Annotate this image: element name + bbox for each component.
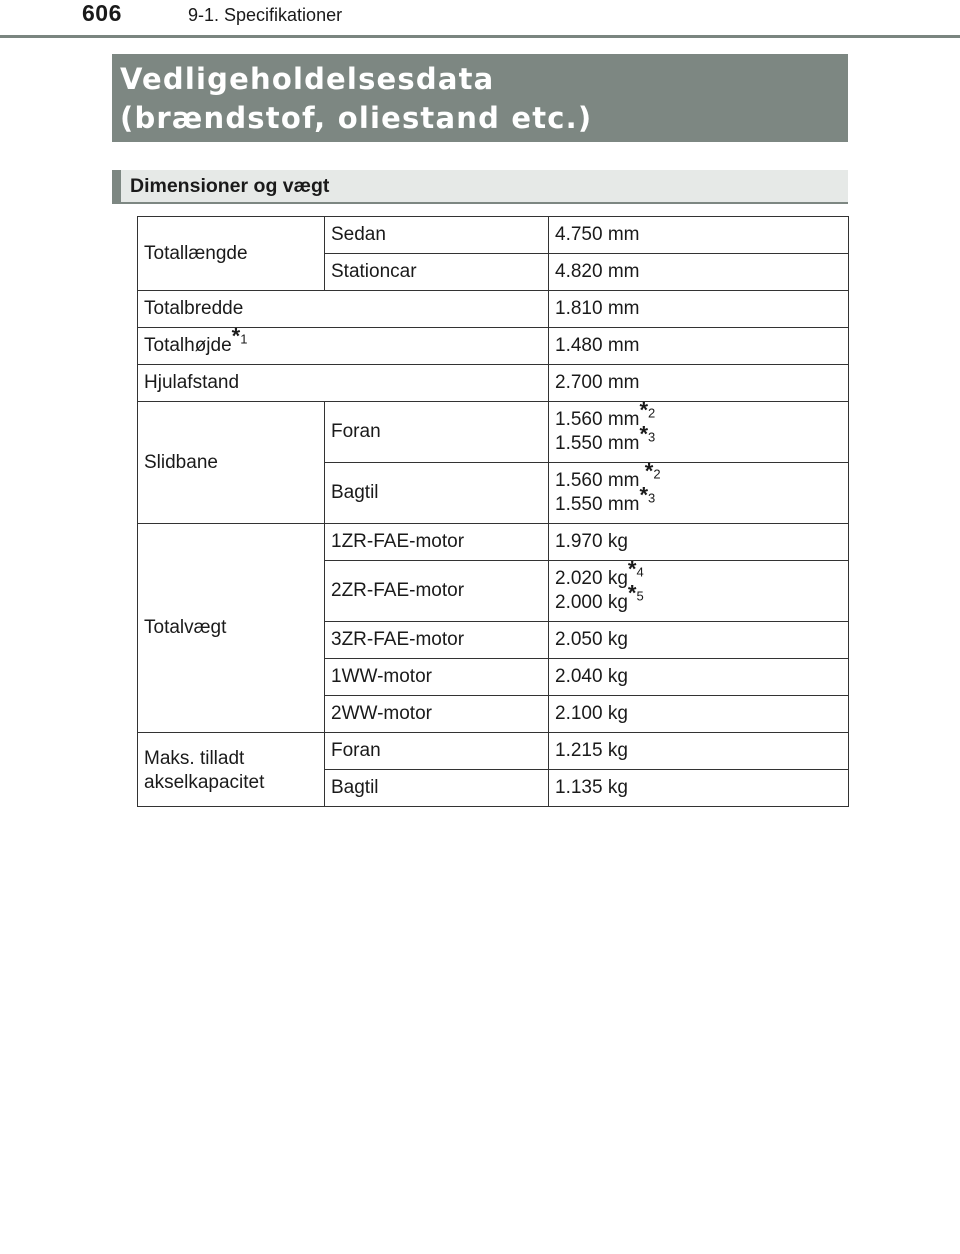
table-row [138, 733, 849, 770]
overall-height-label: Totalhøjde [144, 335, 232, 356]
gross-weight-label: Totalvægt [138, 524, 325, 733]
overall-width-label: Totalbredde [138, 291, 549, 328]
engine-label: 1WW-motor [325, 659, 549, 696]
axle-capacity-label-line-2: akselkapacitet [144, 772, 265, 793]
section-title-line-1: Vedligeholdelsesdata [120, 62, 495, 96]
footnote-number: 4 [636, 564, 644, 580]
tread-label: Slidbane [138, 402, 325, 524]
value-text: 2.000 kg [555, 592, 628, 613]
chapter-title: 9-1. Specifikationer [188, 5, 343, 25]
sedan-label: Sedan [325, 217, 549, 254]
axle-front-label: Foran [325, 733, 549, 770]
value-line [555, 482, 842, 517]
sedan-length-value: 4.750 mm [549, 217, 849, 254]
engine-label: 2ZR-FAE-motor [325, 561, 549, 622]
value-text: 1.550 mm [555, 494, 640, 515]
weight-value: 2.050 kg [549, 622, 849, 659]
footnote-number: 3 [648, 429, 656, 445]
footnote-number: 3 [648, 490, 656, 506]
value-line [555, 556, 842, 591]
weight-value: 2.100 kg [549, 696, 849, 733]
wagon-label: Stationcar [325, 254, 549, 291]
value-text: 1.560 mm [555, 470, 645, 491]
wagon-length-value: 4.820 mm [549, 254, 849, 291]
subsection-bar [112, 170, 848, 204]
tread-rear-label: Bagtil [325, 463, 549, 524]
value-text: 1.550 mm [555, 433, 640, 454]
axle-front-value: 1.215 kg [549, 733, 849, 770]
tread-rear-value [549, 458, 849, 524]
table-row [138, 402, 849, 463]
footnote-star: * [639, 397, 649, 423]
axle-capacity-label-line-1: Maks. tilladt [144, 748, 245, 769]
overall-length-label: Totallængde [138, 217, 325, 291]
weight-value: 2.040 kg [549, 659, 849, 696]
dimensions-weight-table [137, 216, 849, 807]
engine-label: 2WW-motor [325, 696, 549, 733]
table-row [138, 365, 849, 402]
axle-capacity-label [138, 733, 325, 807]
overall-width-value: 1.810 mm [549, 291, 849, 328]
value-text: 2.020 kg [555, 568, 628, 589]
value-line [555, 580, 842, 615]
footnote-number: 1 [240, 331, 248, 347]
table-row [138, 291, 849, 328]
weight-value [549, 556, 849, 622]
table-row [138, 328, 849, 365]
engine-label: 1ZR-FAE-motor [325, 524, 549, 561]
footnote-star: * [639, 482, 649, 508]
weight-value: 1.970 kg [549, 524, 849, 561]
footnote-star: * [627, 556, 637, 582]
section-title-line-2: (brændstof, oliestand etc.) [120, 101, 593, 135]
footnote-star: * [644, 458, 654, 484]
value-line [555, 458, 842, 493]
value-line [555, 421, 842, 456]
footnote-star: * [627, 580, 637, 606]
subsection-title: Dimensioner og vægt [130, 175, 330, 197]
value-line [555, 397, 842, 432]
engine-label: 3ZR-FAE-motor [325, 622, 549, 659]
wheelbase-value: 2.700 mm [549, 365, 849, 402]
tread-front-label: Foran [325, 402, 549, 463]
footnote-number: 5 [636, 588, 644, 604]
footnote-number: 2 [648, 405, 656, 421]
axle-rear-label: Bagtil [325, 770, 549, 807]
footnote-star: * [231, 323, 241, 349]
overall-height-value: 1.480 mm [549, 328, 849, 365]
table-row [138, 217, 849, 254]
axle-rear-value: 1.135 kg [549, 770, 849, 807]
footnote-star: * [639, 421, 649, 447]
wheelbase-label: Hjulafstand [138, 365, 549, 402]
table-row [138, 524, 849, 561]
value-text: 1.560 mm [555, 409, 640, 430]
footnote-number: 2 [653, 466, 661, 482]
header-rule [0, 35, 960, 38]
overall-height-cell [138, 323, 549, 365]
tread-front-value [549, 397, 849, 463]
page-header [0, 0, 960, 40]
subsection-accent [112, 170, 121, 202]
section-banner [112, 54, 848, 142]
page-number: 606 [82, 0, 122, 26]
